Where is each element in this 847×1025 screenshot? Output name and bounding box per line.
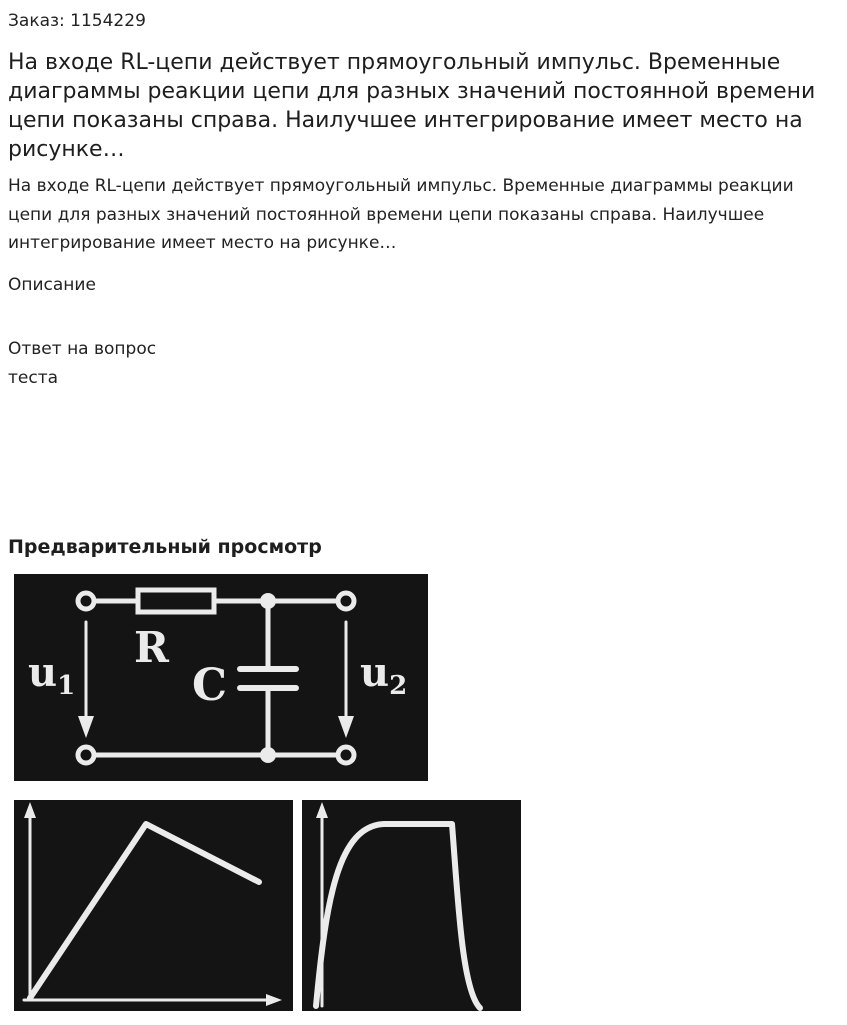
input-arrow-head <box>78 716 94 738</box>
response-curve-1 <box>30 824 259 998</box>
preview-heading: Предварительный просмотр <box>8 536 322 558</box>
y-axis-arrow <box>24 802 36 818</box>
x-axis-arrow <box>266 994 282 1006</box>
circuit-diagram-image <box>14 574 428 781</box>
response-diagram-1-svg <box>14 800 293 1011</box>
response-curve-2 <box>316 824 480 1008</box>
terminal-out-bottom <box>338 747 354 763</box>
resistor-label: R <box>134 623 169 672</box>
response-diagram-1 <box>14 800 293 1011</box>
order-number: Заказ: 1154229 <box>8 11 146 31</box>
output-arrow-head <box>338 716 354 738</box>
description-label: Описание <box>8 275 96 295</box>
terminal-in-top <box>78 593 94 609</box>
output-voltage-label: $u_2$ <box>360 649 408 701</box>
question-text: На входе RL-цепи действует прямоугольный импульс. Временные диаграммы реакции цепи для разных значений постоянной времени цепи показаны справа. Наилучшее интегрирование имеет место на рисунке… <box>8 176 794 253</box>
answer-label: Ответ на вопрос теста <box>8 339 157 388</box>
circuit-diagram-svg <box>14 574 428 781</box>
terminal-out-top <box>338 593 354 609</box>
junction-bottom <box>260 747 276 763</box>
question-title: На входе RL-цепи действует прямоугольный импульс. Временные диаграммы реакции цепи для разных значений постоянной времени цепи показаны справа. Наилучшее интегрирование имеет место на рисунке… <box>8 50 816 162</box>
capacitor-label: C <box>192 660 228 711</box>
input-voltage-label: $u_1$ <box>28 649 76 701</box>
terminal-in-bottom <box>78 747 94 763</box>
y-axis-arrow <box>316 802 328 818</box>
response-diagram-2 <box>302 800 521 1011</box>
response-diagram-2-svg <box>302 800 521 1011</box>
junction-top <box>260 593 276 609</box>
resistor-symbol <box>138 590 214 612</box>
